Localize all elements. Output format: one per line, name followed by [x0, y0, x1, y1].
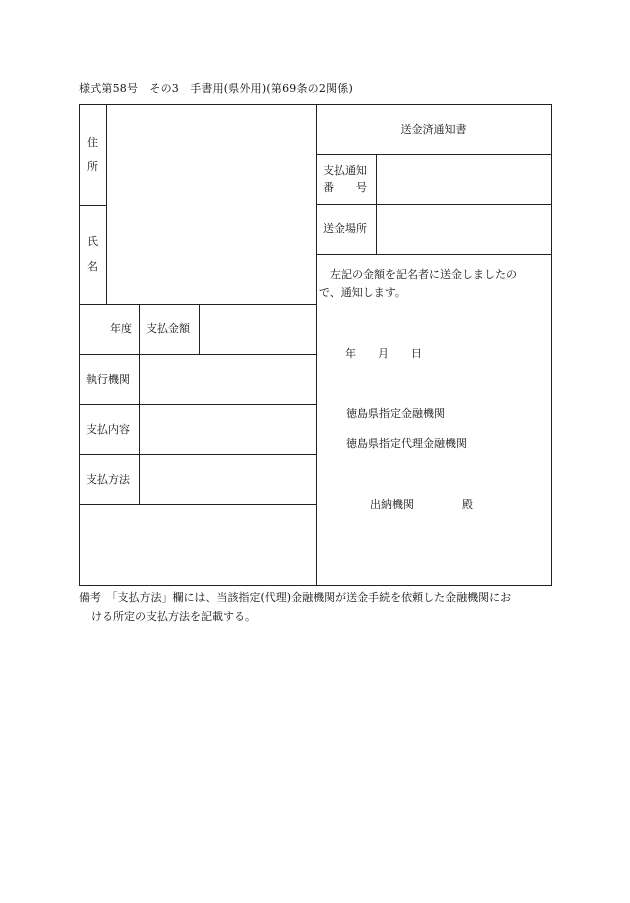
notice-message-line2: で、通知します。 — [319, 286, 406, 299]
notice-number-label-1: 支払通知 — [323, 164, 367, 177]
right-divider-1 — [316, 154, 551, 155]
right-divider-3 — [316, 254, 551, 255]
left-divider-5 — [80, 454, 316, 455]
left-divider-2 — [80, 304, 316, 305]
notice-number-label-2: 番 号 — [323, 181, 367, 194]
honorific-label: 殿 — [462, 498, 473, 511]
treasury-label: 出納機関 — [370, 498, 414, 511]
payment-amount-label: 支払金額 — [146, 322, 190, 335]
right-label-divider — [376, 154, 377, 254]
notice-title: 送金済通知書 — [400, 123, 467, 136]
name-label-2: 名 — [87, 260, 98, 273]
remarks-line-2: ける所定の支払方法を記載する。 — [91, 610, 256, 623]
label-column-divider — [106, 105, 107, 304]
left-divider-3 — [80, 354, 316, 355]
payment-method-label: 支払方法 — [86, 473, 130, 486]
remit-place-label: 送金場所 — [323, 222, 367, 235]
designated-bank-label: 徳島県指定金融機関 — [346, 407, 445, 420]
date-line: 年 月 日 — [345, 347, 422, 360]
row-label-divider — [139, 304, 140, 504]
year-label: 年度 — [110, 322, 132, 335]
center-divider — [316, 105, 317, 585]
right-divider-2 — [316, 204, 551, 205]
form-title: 様式第58号 その3 手書用(県外用)(第69条の2関係) — [79, 82, 353, 95]
address-label-2: 所 — [87, 160, 98, 173]
designated-agent-bank-label: 徳島県指定代理金融機関 — [346, 437, 467, 450]
left-divider-4 — [80, 404, 316, 405]
executing-agency-label: 執行機関 — [86, 373, 130, 386]
name-label-1: 氏 — [87, 235, 98, 248]
notice-message-line1: 左記の金額を記名者に送金しましたの — [319, 268, 517, 281]
payment-content-label: 支払内容 — [86, 423, 130, 436]
left-divider-6 — [80, 504, 316, 505]
amount-box-divider — [199, 304, 200, 354]
remittance-notice-form — [79, 104, 552, 586]
address-label-1: 住 — [87, 136, 98, 149]
remarks-line-1: 備考 「支払方法」欄には、当該指定(代理)金融機関が送金手続を依頼した金融機関にお — [79, 591, 512, 604]
left-divider-1 — [80, 205, 106, 206]
